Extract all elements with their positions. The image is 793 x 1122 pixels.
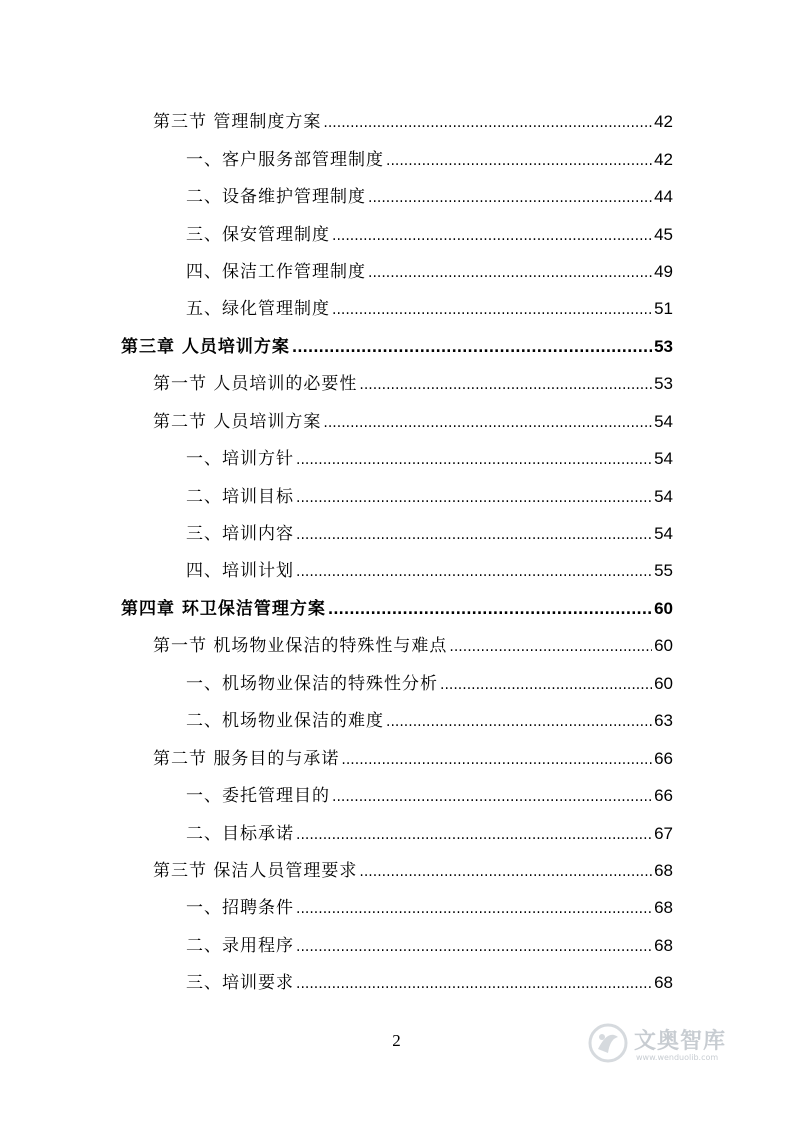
toc-entry-title: 一、招聘条件: [186, 898, 294, 919]
toc-entry[interactable]: [0, 850, 793, 887]
toc-entry-title: 二、目标承诺: [186, 823, 294, 844]
toc-dot-leader: [359, 377, 652, 393]
toc-entry-title: 第一节 人员培训的必要性: [153, 374, 358, 395]
toc-entry-title: 第二节 服务目的与承诺: [153, 748, 340, 769]
toc-entry[interactable]: [0, 550, 793, 587]
toc-dot-leader: [296, 901, 652, 917]
toc-dot-leader: [296, 939, 652, 955]
toc-entry-page: 42: [654, 149, 673, 169]
watermark-brand: 文奥智库: [634, 1029, 727, 1054]
toc-dot-leader: [296, 452, 652, 468]
toc-entry-page: 68: [654, 973, 673, 993]
toc-dot-leader: [292, 340, 652, 356]
toc-dot-leader: [296, 527, 652, 543]
toc-entry[interactable]: [0, 326, 793, 363]
watermark-url: www.wenduolib.com: [636, 1053, 719, 1062]
toc-entry-title: 二、设备维护管理制度: [186, 187, 366, 208]
toc-entry-page: 51: [654, 299, 673, 319]
toc-entry-title: 一、委托管理目的: [186, 786, 330, 807]
toc-entry[interactable]: [0, 101, 793, 138]
toc-entry[interactable]: [0, 251, 793, 288]
table-of-contents: [0, 101, 793, 1000]
toc-dot-leader: [368, 265, 652, 281]
toc-entry[interactable]: [0, 925, 793, 962]
toc-entry-page: 68: [654, 860, 673, 880]
toc-entry[interactable]: [0, 625, 793, 662]
toc-entry-title: 三、培训内容: [186, 524, 294, 545]
toc-entry[interactable]: [0, 513, 793, 550]
toc-dot-leader: [341, 752, 652, 768]
toc-dot-leader: [359, 864, 652, 880]
toc-entry-page: 54: [654, 486, 673, 506]
toc-entry-page: 53: [654, 336, 673, 356]
toc-entry[interactable]: [0, 475, 793, 512]
toc-entry-page: 60: [654, 673, 673, 693]
toc-entry[interactable]: [0, 737, 793, 774]
toc-entry[interactable]: [0, 812, 793, 849]
toc-entry-page: 54: [654, 411, 673, 431]
toc-dot-leader: [449, 639, 652, 655]
page-number: 2: [392, 1031, 401, 1050]
toc-entry-title: 一、机场物业保洁的特殊性分析: [186, 673, 438, 694]
toc-entry[interactable]: [0, 438, 793, 475]
toc-entry[interactable]: [0, 700, 793, 737]
toc-dot-leader: [440, 677, 652, 693]
toc-entry-title: 一、客户服务部管理制度: [186, 149, 384, 170]
toc-entry-title: 三、保安管理制度: [186, 224, 330, 245]
toc-entry-title: 第三章 人员培训方案: [121, 336, 290, 357]
toc-entry[interactable]: [0, 887, 793, 924]
toc-dot-leader: [323, 415, 652, 431]
toc-entry-page: 66: [654, 786, 673, 806]
toc-entry-page: 49: [654, 261, 673, 281]
toc-entry-title: 第一节 机场物业保洁的特殊性与难点: [153, 636, 448, 657]
toc-entry-title: 第二节 人员培训方案: [153, 411, 322, 432]
toc-dot-leader: [296, 564, 652, 580]
toc-entry-page: 45: [654, 224, 673, 244]
toc-entry-page: 66: [654, 748, 673, 768]
toc-entry-title: 第三节 保洁人员管理要求: [153, 860, 358, 881]
toc-entry-title: 四、保洁工作管理制度: [186, 261, 366, 282]
toc-entry[interactable]: [0, 663, 793, 700]
toc-entry[interactable]: [0, 176, 793, 213]
toc-dot-leader: [323, 115, 652, 131]
toc-dot-leader: [328, 602, 652, 618]
toc-entry-title: 二、录用程序: [186, 935, 294, 956]
toc-entry-page: 55: [654, 561, 673, 581]
toc-entry-title: 五、绿化管理制度: [186, 299, 330, 320]
toc-entry-page: 60: [654, 598, 673, 618]
toc-dot-leader: [296, 827, 652, 843]
toc-entry[interactable]: [0, 138, 793, 175]
toc-entry-page: 68: [654, 935, 673, 955]
toc-entry-page: 54: [654, 449, 673, 469]
toc-entry[interactable]: [0, 213, 793, 250]
toc-dot-leader: [296, 976, 652, 992]
toc-entry-title: 第四章 环卫保洁管理方案: [121, 598, 326, 619]
toc-entry-page: 42: [654, 112, 673, 132]
watermark: [588, 1020, 758, 1070]
toc-entry[interactable]: [0, 288, 793, 325]
toc-entry-page: 63: [654, 711, 673, 731]
toc-entry-title: 三、培训要求: [186, 973, 294, 994]
toc-entry[interactable]: [0, 775, 793, 812]
toc-dot-leader: [368, 190, 652, 206]
wenao-logo-icon: [588, 1023, 628, 1063]
toc-entry[interactable]: [0, 401, 793, 438]
toc-entry-title: 二、培训目标: [186, 486, 294, 507]
toc-dot-leader: [332, 302, 652, 318]
toc-dot-leader: [386, 714, 652, 730]
toc-entry-page: 60: [654, 636, 673, 656]
toc-entry[interactable]: [0, 363, 793, 400]
toc-entry[interactable]: [0, 588, 793, 625]
toc-entry-page: 67: [654, 823, 673, 843]
toc-dot-leader: [332, 228, 652, 244]
toc-entry-title: 一、培训方针: [186, 449, 294, 470]
toc-entry-title: 第三节 管理制度方案: [153, 112, 322, 133]
toc-entry-page: 68: [654, 898, 673, 918]
toc-entry-title: 四、培训计划: [186, 561, 294, 582]
toc-entry-page: 44: [654, 187, 673, 207]
toc-entry-page: 54: [654, 524, 673, 544]
toc-dot-leader: [296, 490, 652, 506]
toc-dot-leader: [332, 789, 652, 805]
toc-entry-title: 二、机场物业保洁的难度: [186, 711, 384, 732]
toc-dot-leader: [386, 153, 652, 169]
toc-entry[interactable]: [0, 962, 793, 999]
toc-entry-page: 53: [654, 374, 673, 394]
